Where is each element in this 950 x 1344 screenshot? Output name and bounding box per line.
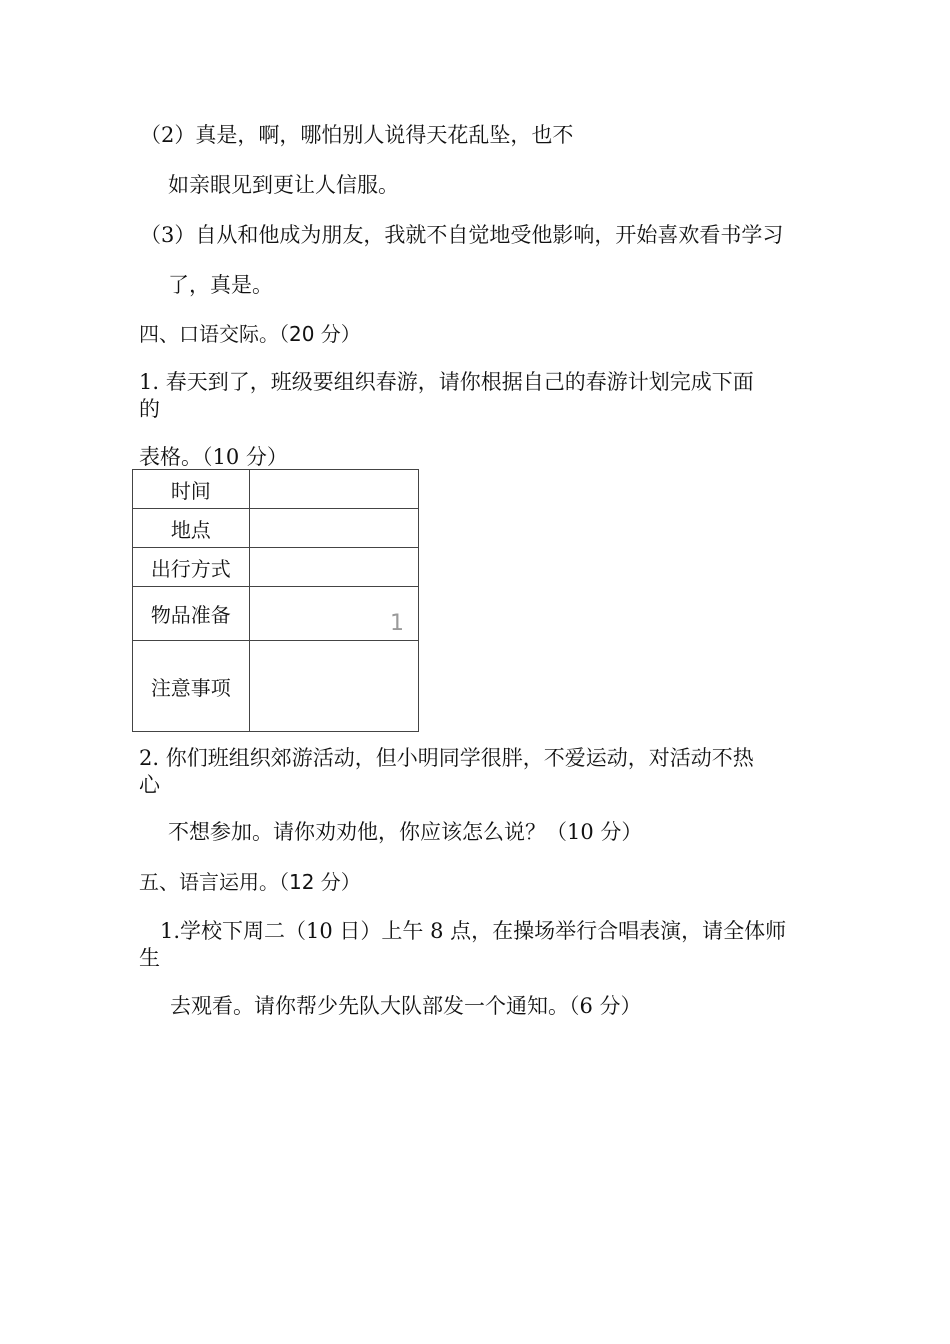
q5-1-line1: 1.学校下周二（10 日）上午 8 点，在操场举行合唱表演，请全体师 xyxy=(160,919,787,943)
q5-1-line3: 去观看。请你帮少先队大队部发一个通知。（6 分） xyxy=(170,994,642,1018)
q4-2-line2: 心 xyxy=(139,773,160,797)
table-row xyxy=(133,641,419,732)
table-row xyxy=(133,509,419,548)
table-label-notes: 注意事项 xyxy=(133,641,250,732)
table-label-time: 时间 xyxy=(133,470,250,509)
q3-3-line1: （3）自从和他成为朋友，我就不自觉地受他影响，开始喜欢看书学习 xyxy=(140,223,784,247)
table-row xyxy=(133,470,419,509)
table-input-time[interactable] xyxy=(249,470,418,509)
q3-3-line2: 了，真是。 xyxy=(168,273,273,297)
table-input-place[interactable] xyxy=(249,509,418,548)
table-input-items[interactable] xyxy=(249,587,418,641)
table-label-items: 物品准备 xyxy=(133,587,250,641)
q4-1-line3: 表格。（10 分） xyxy=(139,445,288,469)
table-label-transport: 出行方式 xyxy=(133,548,250,587)
q4-1-line2: 的 xyxy=(139,397,160,421)
table-row xyxy=(133,548,419,587)
table-input-notes[interactable] xyxy=(249,641,418,732)
spring-outing-plan-table xyxy=(132,469,419,732)
table-input-transport[interactable] xyxy=(249,548,418,587)
table-row xyxy=(133,587,419,641)
section5-title: 五、语言运用。（12 分） xyxy=(139,870,361,894)
q3-2-line2: 如亲眼见到更让人信服。 xyxy=(168,173,399,197)
q4-2-line3: 不想参加。请你劝劝他，你应该怎么说？（10 分） xyxy=(168,820,643,844)
q4-1-line1: 1. 春天到了，班级要组织春游，请你根据自己的春游计划完成下面 xyxy=(139,370,754,394)
q4-2-line1: 2. 你们班组织郊游活动，但小明同学很胖，不爱运动，对活动不热 xyxy=(139,746,754,770)
table-label-place: 地点 xyxy=(133,509,250,548)
section4-title: 四、口语交际。（20 分） xyxy=(139,322,361,346)
q3-2-line1: （2）真是，啊，哪怕别人说得天花乱坠，也不 xyxy=(140,123,574,147)
page-mark: 1 xyxy=(390,611,404,636)
q5-1-line2: 生 xyxy=(139,946,160,970)
